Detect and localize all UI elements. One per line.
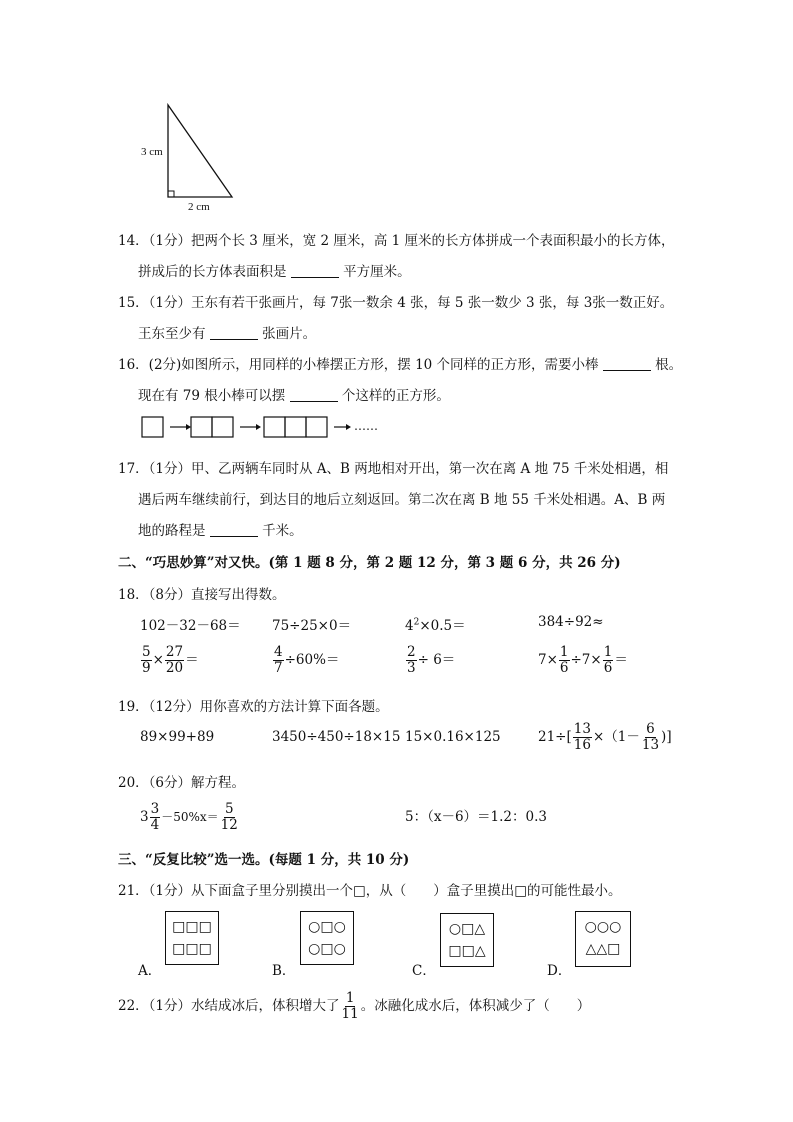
operator: × <box>152 652 164 668</box>
frac-denominator: 6 <box>603 660 613 676</box>
q21-option-b-label[interactable]: B． <box>272 963 296 979</box>
frac-numerator: 1 <box>603 644 613 660</box>
frac-denominator: 9 <box>142 660 151 676</box>
q14-line2-prefix: 拼成后的长方体表面积是 <box>138 264 287 280</box>
q17-answer-blank[interactable] <box>210 524 258 537</box>
frac-numerator: 3 <box>150 801 160 817</box>
q16-line2-suffix: 个这样的正方形。 <box>341 388 450 404</box>
q20-title: 20．（6分）解方程。 <box>118 775 246 791</box>
expression-mid: －50%x＝ <box>161 810 219 824</box>
q18-r2-c2 <box>272 645 339 676</box>
q19-expr4 <box>538 722 672 753</box>
section3-title: 三、“反复比较”选一选。(每题 1 分，共 10 分) <box>118 852 410 868</box>
box-row: ○□○ <box>308 941 346 957</box>
box-row: □□□ <box>172 919 212 935</box>
q16-square-sequence-figure <box>140 414 360 440</box>
q15-line2-prefix: 王东至少有 <box>138 326 206 342</box>
q18-r2-c4 <box>538 645 628 676</box>
q16-line1-prefix: 16．(2分)如图所示，用同样的小棒摆正方形，摆 10 个同样的正方形，需要小棒 <box>118 357 599 373</box>
q21-box-b <box>300 911 354 965</box>
expression-mid: ×（1－ <box>592 729 640 745</box>
frac-numerator: 2 <box>407 644 416 660</box>
q17-line1: 17．（1分）甲、乙两辆车同时从 A、B 两地相对开出，第一次在离 A 地 75 千米处相遇，相 <box>118 461 669 477</box>
q22-suffix: 。冰融化成水后，体积减少了（ ） <box>360 998 591 1014</box>
frac-denominator: 13 <box>641 737 660 753</box>
frac-numerator: 1 <box>559 644 569 660</box>
q16-line1-suffix: 根。 <box>655 357 683 373</box>
q21-question: 21．（1分）从下面盒子里分别摸出一个□，从（ ）盒子里摸出□的可能性最小。 <box>118 883 622 899</box>
q19-title: 19．（12分）用你喜欢的方法计算下面各题。 <box>118 699 389 715</box>
expression-prefix: 7× <box>538 652 558 668</box>
q18-r2-c3 <box>405 645 455 676</box>
q16-answer-blank-2[interactable] <box>290 389 338 402</box>
box-row: □□△ <box>448 943 486 959</box>
q14-line2 <box>138 260 411 280</box>
q19-expr2: 3450÷450÷18×15 <box>272 729 401 745</box>
frac-denominator: 16 <box>573 737 591 753</box>
box-row: △△□ <box>585 941 621 957</box>
expression-prefix: 21÷[ <box>538 729 572 745</box>
q21-option-a-label[interactable]: A． <box>138 963 162 979</box>
frac-denominator: 20 <box>165 660 184 676</box>
q18-r1-c3-rest: ×0.5＝ <box>419 618 466 634</box>
expression-mid: ÷7× <box>570 652 602 668</box>
q21-box-d <box>575 911 631 967</box>
frac-numerator: 27 <box>165 644 184 660</box>
frac-denominator: 3 <box>407 660 416 676</box>
q15-answer-blank[interactable] <box>210 327 258 340</box>
q15-line2-suffix: 张画片。 <box>262 326 317 342</box>
q14-line2-suffix: 平方厘米。 <box>343 264 411 280</box>
q14-answer-blank[interactable] <box>291 265 339 278</box>
q18-title: 18．（8分）直接写出得数。 <box>118 587 286 603</box>
frac-denominator: 4 <box>150 817 160 833</box>
q18-r1-c3-base: 4 <box>405 618 414 634</box>
q18-r2-c1 <box>140 645 199 676</box>
frac-numerator: 4 <box>274 644 283 660</box>
frac-numerator: 5 <box>224 801 234 817</box>
q16-answer-blank-1[interactable] <box>603 358 651 371</box>
equals: ＝ <box>614 652 628 668</box>
expression-suffix: )] <box>661 729 672 745</box>
q19-expr1: 89×99+89 <box>140 729 215 745</box>
expression-rest: ÷ 6＝ <box>417 652 456 668</box>
q20-eq1 <box>140 802 240 833</box>
q18-r1-c1: 102－32－68＝ <box>140 618 241 634</box>
frac-denominator: 6 <box>559 660 569 676</box>
q20-eq2: 5：（x－6）＝1.2：0.3 <box>405 809 547 825</box>
q16-line2 <box>138 384 450 404</box>
equals: ＝ <box>185 652 199 668</box>
frac-numerator: 5 <box>142 644 151 660</box>
mixed-whole: 3 <box>140 809 149 825</box>
q17-line3 <box>138 519 303 539</box>
q21-option-c-label[interactable]: C． <box>412 963 436 979</box>
q18-r1-c3-exponent: 2 <box>413 617 420 628</box>
q14-line1: 14．（1分）把两个长 3 厘米，宽 2 厘米，高 1 厘米的长方体拼成一个表面积最小的长方体， <box>118 233 675 249</box>
q21-option-d-label[interactable]: D． <box>547 963 572 979</box>
box-row: □□□ <box>172 941 212 957</box>
frac-numerator: 1 <box>345 990 355 1006</box>
q16-line1 <box>118 353 682 373</box>
q18-r1-c3 <box>405 614 466 634</box>
q17-line3-prefix: 地的路程是 <box>138 523 206 539</box>
q15-line1: 15．（1分）王东有若干张画片，每 7张一数余 4 张，每 5 张一数少 3 张，每 3张一数正好。 <box>118 295 674 311</box>
q18-r1-c2: 75÷25×0＝ <box>272 618 352 634</box>
box-row: ○○○ <box>584 919 622 935</box>
triangle-height-label: 3 cm <box>141 146 163 158</box>
section2-title: 二、“巧思妙算”对又快。(第 1 题 8 分，第 2 题 12 分，第 3 题 6 分，共 26 分) <box>118 555 621 571</box>
box-row: ○□△ <box>448 921 486 937</box>
frac-numerator: 13 <box>573 721 591 737</box>
q15-line2 <box>138 322 316 342</box>
box-row: ○□○ <box>308 919 346 935</box>
q16-line2-prefix: 现在有 79 根小棒可以摆 <box>138 388 286 404</box>
q21-box-c <box>440 913 494 967</box>
frac-numerator: 6 <box>646 721 655 737</box>
q22-prefix: 22．（1分）水结成冰后，体积增大了 <box>118 998 340 1014</box>
frac-denominator: 7 <box>274 660 283 676</box>
triangle-base-label: 2 cm <box>188 201 210 213</box>
q16-ellipsis: …… <box>354 419 378 433</box>
q17-line2: 遇后两车继续前行，到达目的地后立刻返回。第二次在离 B 地 55 千米处相遇。A、B 两 <box>138 492 666 508</box>
expression-rest: ÷60%＝ <box>284 652 340 668</box>
q21-box-a <box>165 911 219 965</box>
frac-denominator: 11 <box>341 1006 359 1022</box>
q19-expr3: 15×0.16×125 <box>405 729 501 745</box>
q18-r1-c4: 384÷92≈ <box>538 614 604 630</box>
frac-denominator: 12 <box>220 817 238 833</box>
q17-line3-suffix: 千米。 <box>262 523 303 539</box>
q22-question <box>118 991 590 1022</box>
